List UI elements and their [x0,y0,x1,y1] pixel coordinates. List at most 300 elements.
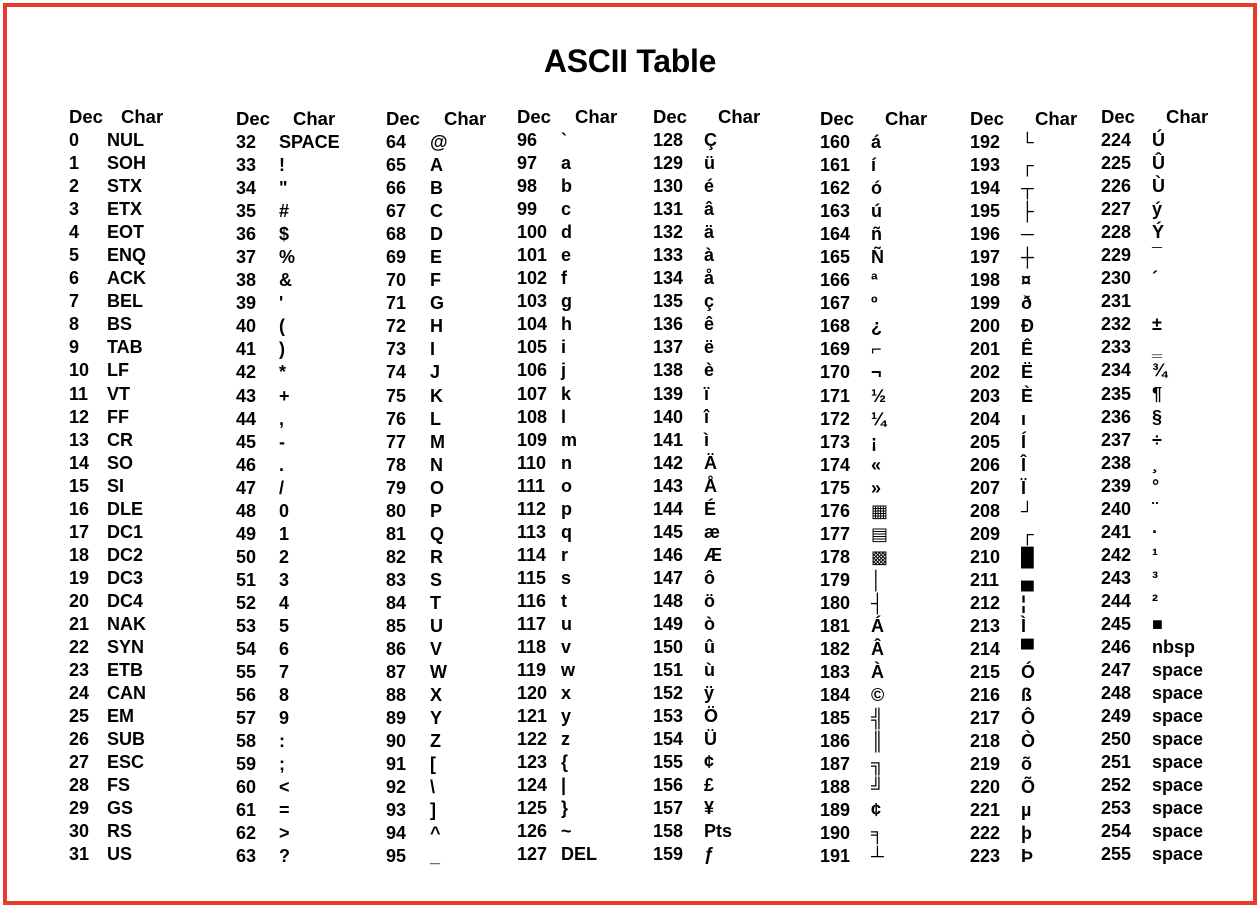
char-value: ß [1021,685,1032,706]
dec-value: 175 [820,477,851,498]
dec-value: 167 [820,293,851,314]
char-value: F [430,270,441,291]
dec-value: 246 [1101,637,1132,658]
char-value: space [1152,729,1204,750]
dec-value: 109 [517,429,548,450]
char-value: SI [107,475,125,496]
char-value: ╣ [871,708,884,729]
dec-value: 63 [236,846,257,867]
dec-value: 60 [236,777,257,798]
char-value: ╕ [871,823,884,844]
dec-value: 247 [1101,660,1132,681]
char-value: Ý [1152,222,1165,243]
dec-value: 16 [69,498,90,519]
char-value: ` [561,130,567,150]
dec-value: 232 [1101,314,1132,335]
char-value: ┼ [1021,247,1034,268]
dec-value: 104 [517,314,548,335]
char-value: * [279,362,287,383]
char-value: Â [871,639,884,660]
char-value: A [430,155,443,176]
dec-value: 238 [1101,452,1132,473]
char-value: # [279,201,290,222]
char-value: ? [279,846,290,867]
char-value: NUL [107,130,144,150]
char-value: └ [1021,132,1034,152]
dec-value: 231 [1101,291,1132,312]
char-value: V [430,639,443,660]
dec-value: 99 [517,199,538,220]
char-value: RS [107,821,133,842]
dec-value: 129 [653,153,684,174]
char-value: z [561,729,570,750]
char-value: Pts [704,821,733,842]
char-value: & [279,270,292,291]
dec-value: 85 [386,615,407,636]
dec-value: 31 [69,844,90,865]
char-value: © [871,685,885,706]
char-value: BEL [107,291,143,312]
char-value: EM [107,706,134,727]
char-value: þ [1021,823,1032,844]
char-value: [ [430,754,436,775]
char-value: ½ [871,385,887,406]
char-value: ^ [430,823,441,844]
dec-value: 105 [517,337,548,358]
dec-value: 57 [236,708,257,729]
dec-value: 164 [820,224,851,245]
dec-value: 165 [820,247,851,268]
char-value: ' [279,293,284,314]
char-value: STX [107,176,143,197]
char-value: q [561,521,572,542]
dec-value: 80 [386,500,407,521]
dec-value: 15 [69,475,90,496]
char-value: ‗ [1152,337,1162,358]
dec-value: 93 [386,800,407,821]
char-value: Ç [704,130,717,150]
dec-value: 148 [653,590,684,611]
char-value: space [1152,660,1204,681]
dec-value: 11 [69,383,89,404]
dec-value: 70 [386,270,407,291]
dec-value: 110 [517,452,547,473]
char-value: ┤ [871,592,884,613]
dec-value: 205 [970,431,1001,452]
dec-value: 48 [236,500,257,521]
char-value: ó [871,178,882,199]
dec-value: 143 [653,475,684,496]
char-value: l [561,406,567,427]
char-value: K [430,385,443,406]
dec-value: 20 [69,590,90,611]
char-value: Þ [1021,846,1034,867]
char-value: ! [279,155,285,176]
char-value: GS [107,798,134,819]
dec-value: 50 [236,546,257,567]
header-dec: Dec [69,106,103,127]
char-value: ƒ [704,844,715,865]
dec-value: 190 [820,823,851,844]
char-value: ª [871,270,878,291]
dec-value: 38 [236,270,257,291]
dec-value: 141 [653,429,684,450]
char-value: NAK [107,613,146,634]
dec-value: 107 [517,383,548,404]
char-value: ñ [871,224,882,245]
char-value: 2 [279,546,290,567]
dec-value: 163 [820,201,851,222]
char-value: b [561,176,572,197]
char-value: æ [704,521,721,542]
char-value: ; [279,754,285,775]
dec-value: 103 [517,291,548,312]
dec-value: 55 [236,662,257,683]
char-value: s [561,567,572,588]
char-value: ô [704,567,715,588]
dec-value: 23 [69,660,90,681]
char-value: Ù [1152,176,1165,197]
char-value: ■ [1152,613,1163,634]
char-value: { [561,752,569,773]
char-value: ETB [107,660,143,681]
dec-value: 94 [386,823,407,844]
dec-value: 113 [517,521,547,542]
char-value: SYN [107,637,145,658]
dec-value: 118 [517,637,547,658]
dec-value: 17 [69,521,90,542]
char-value: ▄ [1021,569,1034,590]
char-value: SOH [107,153,147,174]
char-value: ï [704,383,710,404]
dec-value: 213 [970,615,1001,636]
dec-value: 243 [1101,567,1132,588]
dec-value: 92 [386,777,407,798]
char-value: Æ [704,544,722,565]
char-value: SPACE [279,132,340,152]
char-value: % [279,247,296,268]
dec-value: 235 [1101,383,1132,404]
dec-value: 135 [653,291,684,312]
dec-value: 211 [970,569,1000,590]
dec-value: 255 [1101,844,1132,865]
char-value: ENQ [107,245,147,266]
dec-value: 67 [386,201,407,222]
char-value: ¨ [1152,498,1158,519]
char-value: I [430,339,436,360]
dec-value: 137 [653,337,684,358]
dec-value: 149 [653,613,684,634]
dec-value: 173 [820,431,851,452]
dec-value: 225 [1101,153,1132,174]
char-value: DC4 [107,590,144,611]
dec-value: 219 [970,754,1001,775]
char-value: DC2 [107,544,144,565]
dec-value: 201 [970,339,1001,360]
dec-value: 117 [517,613,547,634]
dec-value: 172 [820,408,851,429]
char-value: DC1 [107,521,144,542]
char-value: Ð [1021,316,1034,337]
dec-value: 13 [69,429,90,450]
char-value: ¦ [1021,592,1027,613]
char-value: ┘ [1021,500,1034,521]
dec-value: 111 [517,475,546,496]
header-dec: Dec [517,106,551,127]
dec-value: 206 [970,454,1001,475]
char-value: space [1152,683,1204,704]
dec-value: 203 [970,385,1001,406]
char-value: 3 [279,569,290,590]
dec-value: 123 [517,752,548,773]
char-value: DEL [561,844,597,865]
dec-value: 155 [653,752,684,773]
dec-value: 77 [386,431,407,452]
char-value: Õ [1021,777,1036,798]
char-value: C [430,201,443,222]
char-value: ¸ [1152,452,1158,473]
char-value: Ü [704,729,717,750]
char-value: EOT [107,222,145,243]
char-value: õ [1021,754,1032,775]
char-value: ¬ [871,362,882,383]
dec-value: 69 [386,247,407,268]
char-value: a [561,153,572,174]
dec-value: 187 [820,754,851,775]
dec-value: 229 [1101,245,1132,266]
dec-value: 73 [386,339,407,360]
char-value: ¾ [1152,360,1168,381]
dec-value: 177 [820,523,851,544]
dec-value: 171 [820,385,851,406]
char-value: ³ [1152,567,1158,588]
dec-value: 124 [517,775,548,796]
char-value: t [561,590,567,611]
dec-value: 189 [820,800,851,821]
char-value: FS [107,775,131,796]
char-value: X [430,685,443,706]
dec-value: 183 [820,662,851,683]
dec-value: 144 [653,498,684,519]
dec-value: 19 [69,567,90,588]
dec-value: 2 [69,176,80,197]
dec-value: 180 [820,592,851,613]
char-value: " [279,178,288,199]
dec-value: 207 [970,477,1001,498]
char-value: VT [107,383,131,404]
dec-value: 36 [236,224,257,245]
dec-value: 215 [970,662,1001,683]
char-value: ║ [871,731,884,752]
dec-value: 134 [653,268,684,289]
char-value: ▩ [871,546,889,567]
dec-value: 214 [970,639,1001,660]
dec-value: 158 [653,821,684,842]
char-value: U [430,615,443,636]
char-value: Ú [1152,130,1165,150]
char-value: ] [430,800,436,821]
dec-value: 83 [386,569,407,590]
dec-value: 130 [653,176,684,197]
char-value: x [561,683,572,704]
char-value: CAN [107,683,146,704]
dec-value: 112 [517,498,547,519]
char-value: P [430,500,443,521]
dec-value: 230 [1101,268,1132,289]
char-value: D [430,224,443,245]
char-value: ð [1021,293,1032,314]
dec-value: 204 [970,408,1001,429]
char-value: │ [871,569,883,590]
dec-value: 131 [653,199,684,220]
dec-value: 195 [970,201,1001,222]
dec-value: 210 [970,546,1001,567]
char-value: ├ [1021,201,1034,222]
dec-value: 157 [653,798,684,819]
char-value: O [430,477,445,498]
dec-value: 53 [236,615,257,636]
char-value: ý [1152,199,1163,220]
char-value: ┬ [1021,178,1034,199]
dec-value: 51 [236,569,257,590]
char-value: ┌ [1021,523,1034,544]
char-value: v [561,637,572,658]
dec-value: 1 [69,153,80,174]
dec-value: 32 [236,132,257,152]
dec-value: 35 [236,201,257,222]
dec-value: 49 [236,523,257,544]
page-frame [3,3,1257,905]
char-value: ESC [107,752,145,773]
dec-value: 208 [970,500,1001,521]
dec-value: 222 [970,823,1001,844]
dec-value: 98 [517,176,538,197]
char-value: ─ [1021,224,1034,245]
header-char: Char [293,108,336,129]
dec-value: 52 [236,592,257,613]
dec-value: 152 [653,683,684,704]
dec-value: 65 [386,155,407,176]
char-value: º [871,293,878,314]
dec-value: 108 [517,406,548,427]
dec-value: 198 [970,270,1001,291]
dec-value: 181 [820,615,851,636]
dec-value: 56 [236,685,257,706]
dec-value: 22 [69,637,90,658]
dec-value: 7 [69,291,80,312]
dec-value: 125 [517,798,548,819]
char-value: È [1021,385,1034,406]
char-value: § [1152,406,1163,427]
char-value: space [1152,775,1204,796]
dec-value: 5 [69,245,80,266]
char-value: DLE [107,498,143,519]
char-value: ╝ [871,777,884,798]
dec-value: 184 [820,685,851,706]
char-value: ÿ [704,683,715,704]
dec-value: 10 [69,360,90,381]
dec-value: 42 [236,362,257,383]
char-value: DC3 [107,567,144,588]
char-value: \ [430,777,436,798]
dec-value: 249 [1101,706,1132,727]
char-value: m [561,429,578,450]
char-value: CR [107,429,133,450]
char-value: í [871,155,877,176]
dec-value: 140 [653,406,684,427]
dec-value: 9 [69,337,80,358]
dec-value: 253 [1101,798,1132,819]
char-value: ¤ [1021,270,1032,291]
dec-value: 12 [69,406,90,427]
char-value: Å [704,475,717,496]
dec-value: 61 [236,800,257,821]
char-value: ¹ [1152,544,1158,565]
dec-value: 170 [820,362,851,383]
char-value: â [704,199,715,220]
header-dec: Dec [386,108,420,129]
dec-value: 221 [970,800,1001,821]
dec-value: 106 [517,360,548,381]
dec-value: 159 [653,844,684,865]
char-value: å [704,268,715,289]
dec-value: 216 [970,685,1001,706]
char-value: Ö [704,706,719,727]
char-value: ù [704,660,715,681]
char-value: è [704,360,715,381]
char-value: ± [1152,314,1162,335]
dec-value: 76 [386,408,407,429]
char-value: Z [430,731,441,752]
char-value: î [704,406,710,427]
dec-value: 33 [236,155,257,176]
dec-value: 25 [69,706,90,727]
char-value: space [1152,706,1204,727]
char-value: : [279,731,285,752]
header-char: Char [1035,108,1078,129]
char-value: ´ [1152,268,1158,289]
dec-value: 154 [653,729,684,750]
dec-value: 64 [386,132,407,152]
dec-value: 139 [653,383,684,404]
dec-value: 29 [69,798,90,819]
dec-value: 191 [820,846,851,867]
dec-value: 209 [970,523,1001,544]
char-value: à [704,245,715,266]
char-value: > [279,823,290,844]
char-value: S [430,569,443,590]
dec-value: 142 [653,452,684,473]
char-value: ¶ [1152,383,1163,404]
dec-value: 162 [820,178,851,199]
dec-value: 188 [820,777,851,798]
char-value: E [430,247,443,268]
char-value: f [561,268,567,289]
char-value: M [430,431,445,452]
char-value: Ó [1021,662,1036,683]
dec-value: 179 [820,569,851,590]
char-value: À [871,662,884,683]
char-value: Ñ [871,247,884,268]
header-dec: Dec [820,108,854,129]
dec-value: 176 [820,500,851,521]
dec-value: 150 [653,637,684,658]
char-value: TAB [107,337,143,358]
dec-value: 100 [517,222,548,243]
dec-value: 234 [1101,360,1132,381]
char-value: = [279,800,290,821]
char-value: LF [107,360,129,381]
